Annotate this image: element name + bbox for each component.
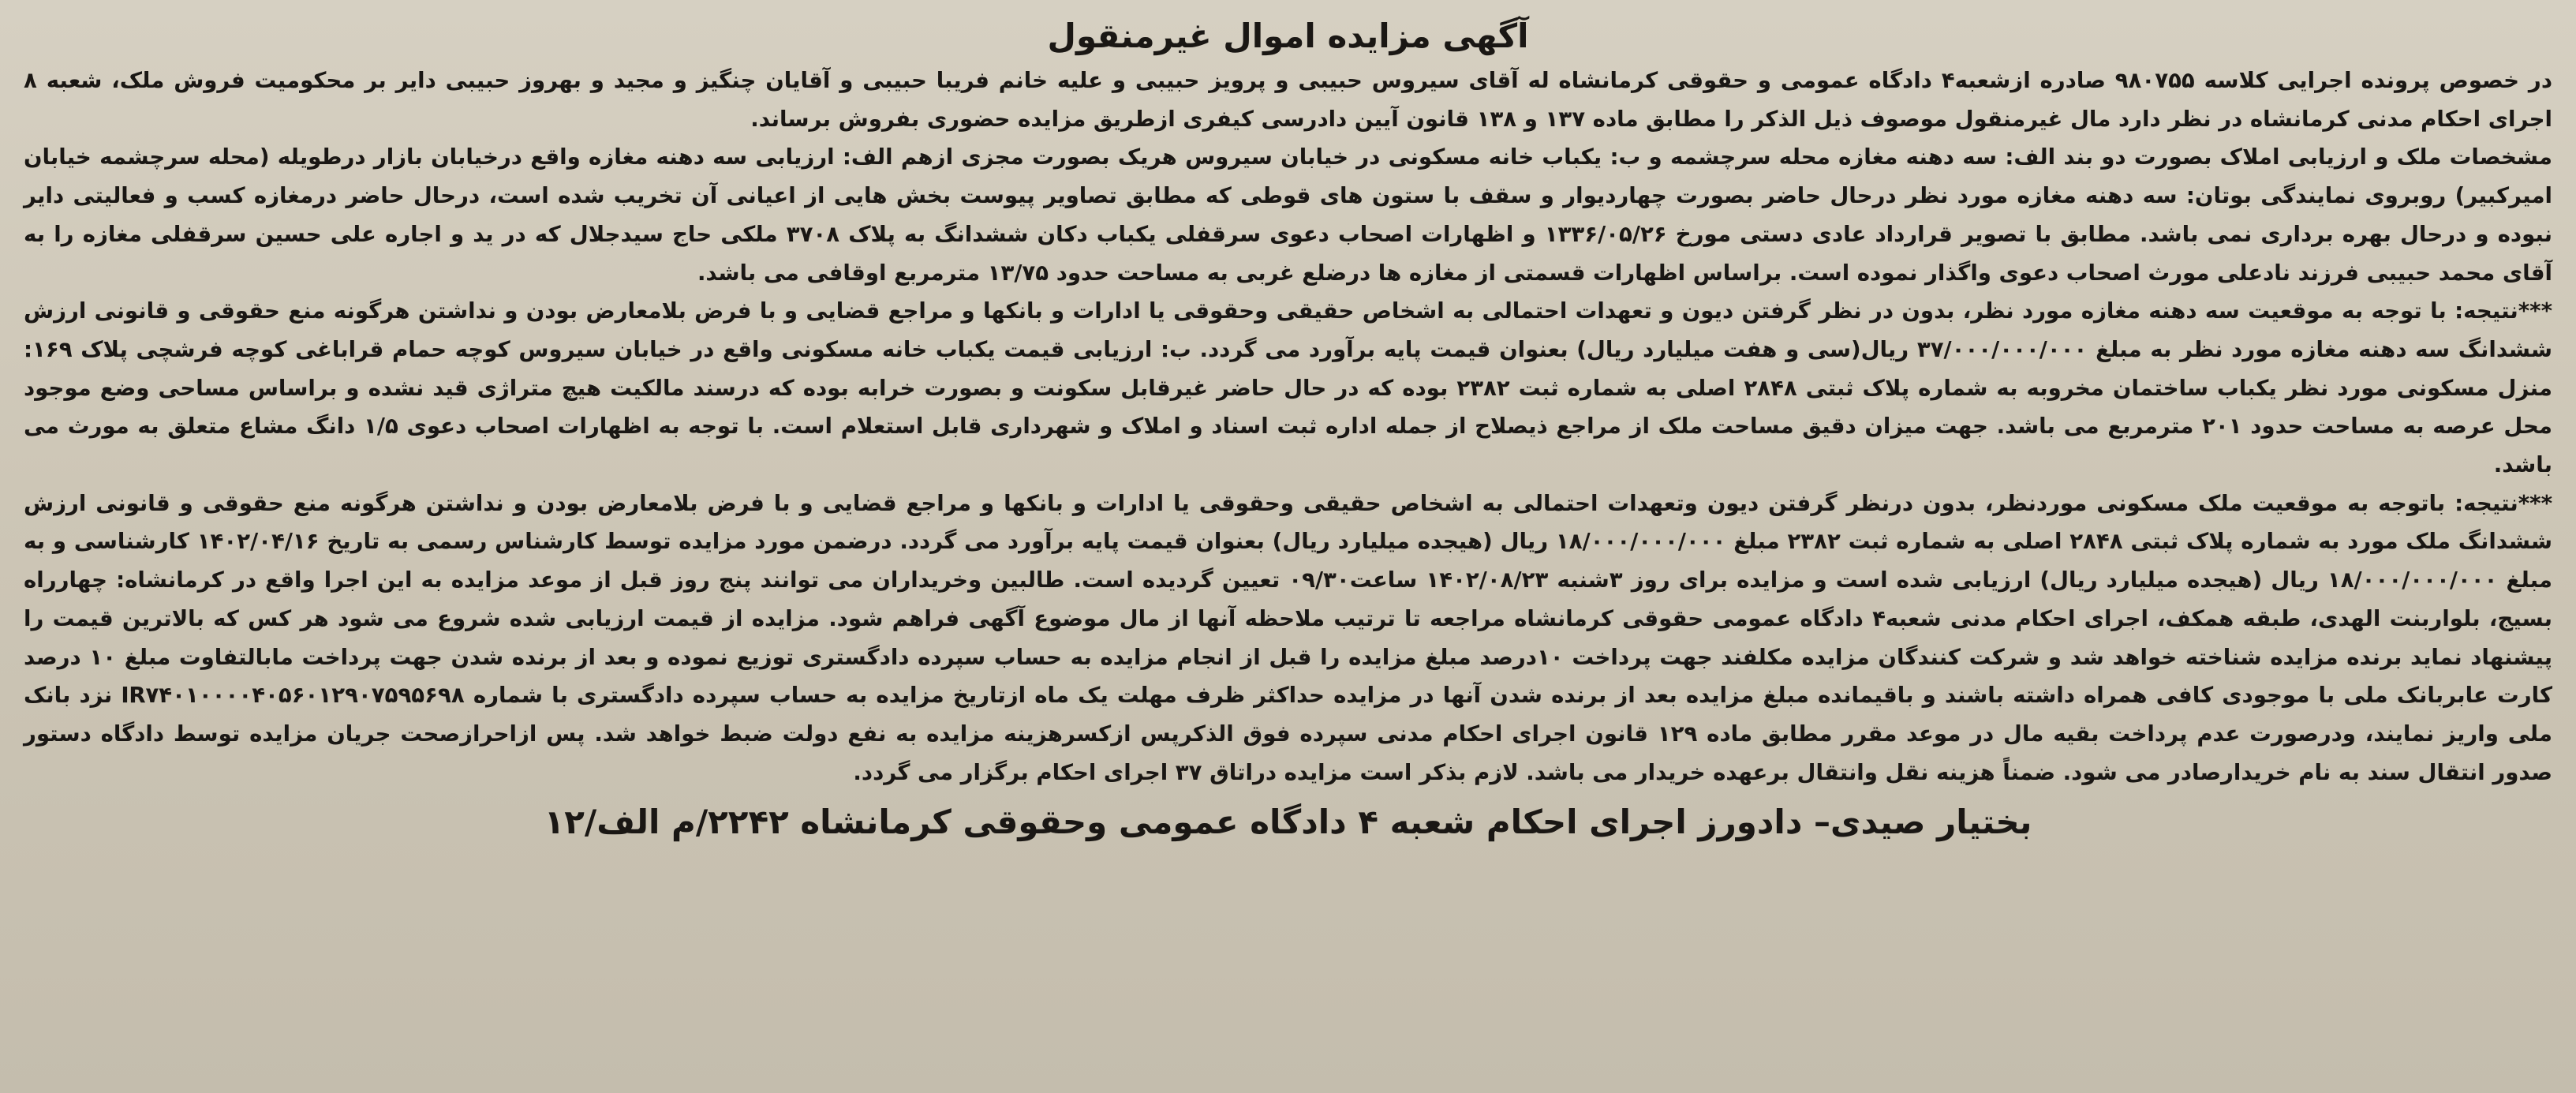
paragraph-result-shops-text: نتیجه: با توجه به موقعیت سه دهنه مغازه مورد نظر، بدون در نظر گرفتن دیون و تعهدات احتمالی به اشخاص حقیقی وحقوقی یا ادارات و بانکها و مراجع قضایی و با فرض بلامعارض بودن و نداشتن هرگونه منع حقوقی و قانونی ارزش ششدانگ سه دهنه مغازه مورد نظر به مبلغ ۳۷/۰۰۰/۰۰۰/۰۰۰ ریال(سی و هفت میلیارد ریال) بعنوان قیمت پایه برآورد می گردد. ب: ارزیابی قیمت یکباب خانه مسکونی واقع در خیابان سیروس کوچه حمام قراباغی کوچه فرشچی پلاک ۱۶۹: منزل مسکونی مورد نظر یکباب ساختمان مخروبه به شماره پلاک ثبتی ۲۸۴۸ اصلی به شماره ثبت ۲۳۸۲ بوده که در حال حاضر غیرقابل سکونت و بصورت خرابه بوده که درسند مالکیت هیچ متراژی قید نشده و براساس مساحی وضع موجود محل عرصه به مساحت حدود ۲۰۱ مترمربع می باشد. جهت میزان دقیق مساحت ملک از مراجع ذیصلاح از جمله اداره ثبت اسناد و املاک و شهرداری قابل استعلام است. با توجه به اظهارات اصحاب دعوی ۱/۵ دانگ مشاع متعلق به مورث می باشد. — [24, 298, 2552, 478]
paragraph-result-shops — [24, 292, 2552, 485]
paragraph-case-intro: در خصوص پرونده اجرایی کلاسه ۹۸۰۷۵۵ صادره ازشعبه۴ دادگاه عمومی و حقوقی کرمانشاه له آقای سیروس حبیبی و پرویز حبیبی و علیه خانم فریبا حبیبی و آقایان چنگیز و مجید و بهروز حبیبی دایر بر محکومیت فروش ملک، شعبه ۸ اجرای احکام مدنی کرمانشاه در نظر دارد مال غیرمنقول موصوف ذیل الذکر را مطابق ماده ۱۳۷ و ۱۳۸ قانون آیین دادرسی کیفری ازطریق مزایده حضوری بفروش برساند. — [24, 67, 2552, 132]
paragraph-property-specs: مشخصات ملک و ارزیابی املاک بصورت دو بند الف: سه دهنه مغازه محله سرچشمه و ب: یکباب خانه مسکونی در خیابان سیروس هریک بصورت مجزی ازهم الف: ارزیابی سه دهنه مغازه واقع درخیابان بازار درطویله (محله سرچشمه خیابان امیرکبیر) روبروی نمایندگی بوتان: سه دهنه مغازه مورد نظر درحال حاضر بصورت چهاردیوار و سقف با ستون های قوطی که مطابق تصاویر پیوست بخش هایی از اعیانی آن تخریب شده است، درحال حاضر درمغازه کسب و فعالیتی دایر نبوده و درحال بهره برداری نمی باشد. مطابق با تصویر قرارداد عادی دستی مورخ ۱۳۳۶/۰۵/۲۶ و اظهارات اصحاب دعوی سرقفلی یکباب دکان ششدانگ به پلاک ۳۷۰۸ ملکی حاج سیدجلال که در ید و اجاره علی حسین سرقفلی مغازه را به آقای محمد حبیبی فرزند نادعلی مورث اصحاب دعوی واگذار نموده است. براساس اظهارات قسمتی از مغازه ها درضلع غربی به مساحت حدود ۱۳/۷۵ مترمربع اوقافی می باشد. — [24, 144, 2552, 286]
paragraph-result-house — [24, 485, 2552, 792]
result-marker: *** — [2518, 489, 2552, 516]
result-marker: *** — [2518, 298, 2552, 324]
notice-body — [24, 62, 2552, 792]
notice-signature: بختیار صیدی– دادورز اجرای احکام شعبه ۴ دادگاه عمومی وحقوقی کرمانشاه ۲۲۴۲/م الف/۱۲ — [544, 803, 2032, 842]
paragraph-result-house-text: نتیجه: باتوجه به موقعیت ملک مسکونی موردنظر، بدون درنظر گرفتن دیون وتعهدات احتمالی به اشخاص حقیقی وحقوقی یا ادارات و بانکها و مراجع قضایی و با فرض بلامعارض بودن و نداشتن هرگونه منع حقوقی و قانونی ارزش ششدانگ ملک مورد به شماره پلاک ثبتی ۲۸۴۸ اصلی به شماره ثبت ۲۳۸۲ مبلغ ۱۸/۰۰۰/۰۰۰/۰۰۰ ریال (هیجده میلیارد ریال) بعنوان قیمت پایه برآورد می گردد. درضمن مورد مزایده توسط کارشناس رسمی به تاریخ ۱۴۰۲/۰۴/۱۶ کارشناسی و به مبلغ ۱۸/۰۰۰/۰۰۰/۰۰۰ ریال (هیجده میلیارد ریال) ارزیابی شده است و مزایده برای روز ۳شنبه ۱۴۰۲/۰۸/۲۳ ساعت۰۹/۳۰ تعیین گردیده است. طالبین وخریداران می توانند پنج روز قبل از موعد مزایده به این اجرا واقع در کرمانشاه: چهارراه بسیج، بلواربنت الهدی، طبقه همکف، اجرای احکام مدنی شعبه۴ دادگاه عمومی حقوقی کرمانشاه مراجعه تا ترتیب ملاحظه آنها از مال موضوع آگهی فراهم شود. مزایده از قیمت ارزیابی شده شروع می شود هر کس که بالاترین قیمت را پیشنهاد نماید برنده مزایده شناخته خواهد شد و شرکت کنندگان مزایده مکلفند جهت پرداخت ۱۰درصد مبلغ مزایده را قبل از انجام مزایده به حساب سپرده دادگستری توزیع نموده و بعد از برنده شدن جهت پرداخت مابالتفاوت مبلغ ۱۰ درصد کارت عابربانک ملی با موجودی کافی همراه داشته باشند و باقیمانده مبلغ مزایده بعد از برنده شدن آنها در مزایده حداکثر ظرف مهلت یک ماه ازتاریخ مزایده به حساب سپرده دادگستری با شماره IR۷۴۰۱۰۰۰۰۴۰۵۶۰۱۲۹۰۷۵۹۵۶۹۸ نزد بانک ملی واریز نمایند، ودرصورت عدم پرداخت بقیه مال در موعد مقرر مطابق ماده ۱۲۹ قانون اجرای احکام مدنی سپرده فوق الذکرپس ازکسرهزینه مزایده به نفع دولت ضبط خواهد شد. پس ازاحرازصحت جریان مزایده توسط دادگاه دستور صدور انتقال سند به نام خریدارصادر می شود. ضمناً هزینه نقل وانتقال برعهده خریدار می باشد. لازم بذکر است مزایده دراتاق ۳۷ اجرای احکام برگزار می گردد. — [24, 489, 2553, 785]
notice-title: آگهی مزایده اموال غیرمنقول — [1047, 17, 1529, 55]
